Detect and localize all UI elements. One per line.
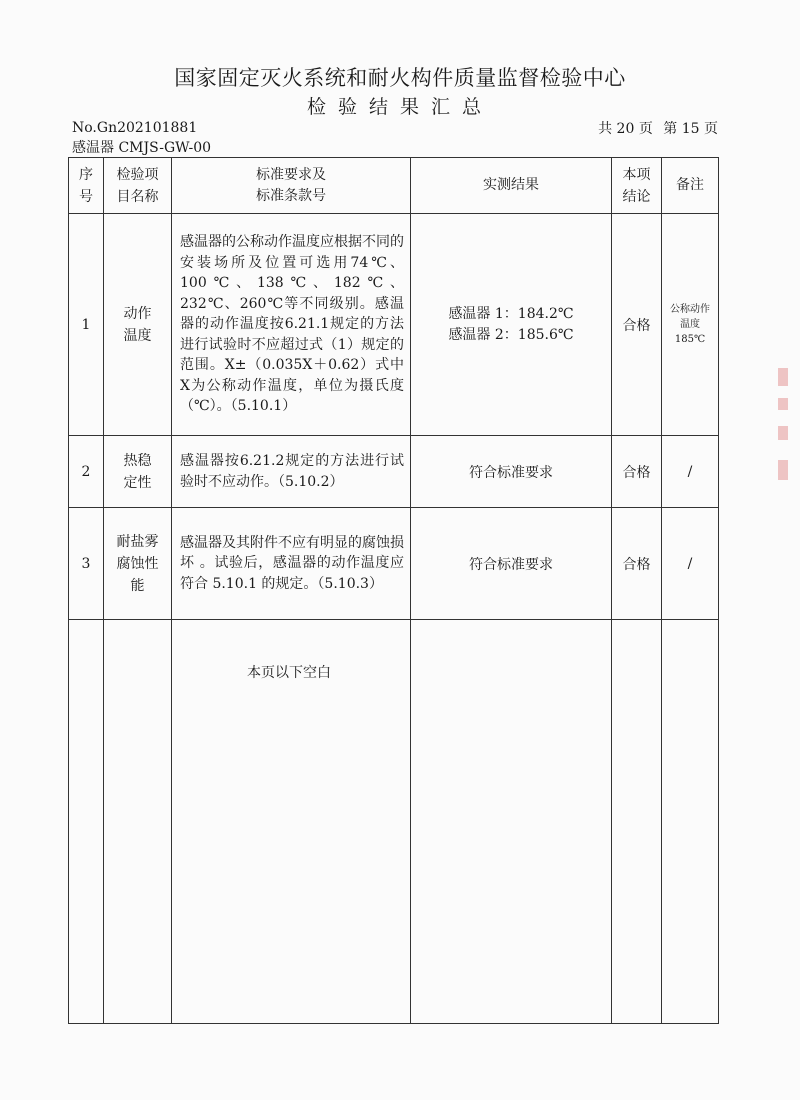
row-no: 3 <box>69 508 104 620</box>
row-result: 符合标准要求 <box>411 436 612 508</box>
result-sensor-2: 感温器 2：185.6℃ <box>448 326 574 343</box>
blank-row <box>69 620 719 1024</box>
org-title: 国家固定灭火系统和耐火构件质量监督检验中心 <box>174 66 626 90</box>
header-note: 备注 <box>662 158 719 214</box>
header-item: 检验项目名称 <box>104 158 172 214</box>
table-row <box>69 436 719 508</box>
row-conclusion: 合格 <box>612 436 662 508</box>
seal-fragment <box>778 460 788 480</box>
seal-fragment <box>778 426 788 440</box>
row-result <box>411 214 612 436</box>
row-no: 2 <box>69 436 104 508</box>
header-conclusion: 本项结论 <box>612 158 662 214</box>
row-result: 符合标准要求 <box>411 508 612 620</box>
seal-fragment <box>778 398 788 410</box>
row-note: / <box>662 436 719 508</box>
row-item: 热稳定性 <box>104 436 172 508</box>
page-info <box>592 118 718 138</box>
row-standard: 感温器及其附件不应有明显的腐蚀损坏 。试验后，感温器的动作温度应符合 5.10.1 的规定。（5.10.3） <box>172 508 411 620</box>
total-pages: 共 20 页 <box>598 121 653 137</box>
blank-below-note: 本页以下空白 <box>247 665 331 681</box>
seal-fragment <box>778 368 788 386</box>
product-name: 感温器 CMJS-GW-00 <box>72 140 212 156</box>
row-no: 1 <box>69 214 104 436</box>
row-item: 耐盐雾腐蚀性能 <box>104 508 172 620</box>
row-conclusion: 合格 <box>612 508 662 620</box>
report-number: No.Gn202101881 <box>72 120 198 136</box>
results-table <box>68 157 719 1024</box>
row-standard: 感温器按6.21.2规定的方法进行试验时不应动作。（5.10.2） <box>172 436 411 508</box>
report-meta <box>72 118 211 158</box>
row-note: 公称动作温度185℃ <box>662 214 719 436</box>
row-note: / <box>662 508 719 620</box>
header-no: 序号 <box>69 158 104 214</box>
header-standard: 标准要求及 标准条款号 <box>172 158 411 214</box>
row-standard: 感温器的公称动作温度应根据不同的安装场所及位置可选用74℃、100℃、138℃、182℃、232℃、260℃等不同级别。感温器的动作温度按6.21.1规定的方法进行试验时不应超过式（1）规定的范围。X±（0.035X＋0.62）式中X为公称动作温度，单位为摄氏度（℃）。（5.10.1） <box>172 214 411 436</box>
page-number: 第 15 页 <box>663 121 718 137</box>
header-result: 实测结果 <box>411 158 612 214</box>
result-sensor-1: 感温器 1：184.2℃ <box>448 305 574 322</box>
table-row <box>69 508 719 620</box>
table-header-row <box>69 158 719 214</box>
table-row <box>69 214 719 436</box>
doc-title: 检验结果汇总 <box>306 96 493 118</box>
row-item: 动作温度 <box>104 214 172 436</box>
row-conclusion: 合格 <box>612 214 662 436</box>
